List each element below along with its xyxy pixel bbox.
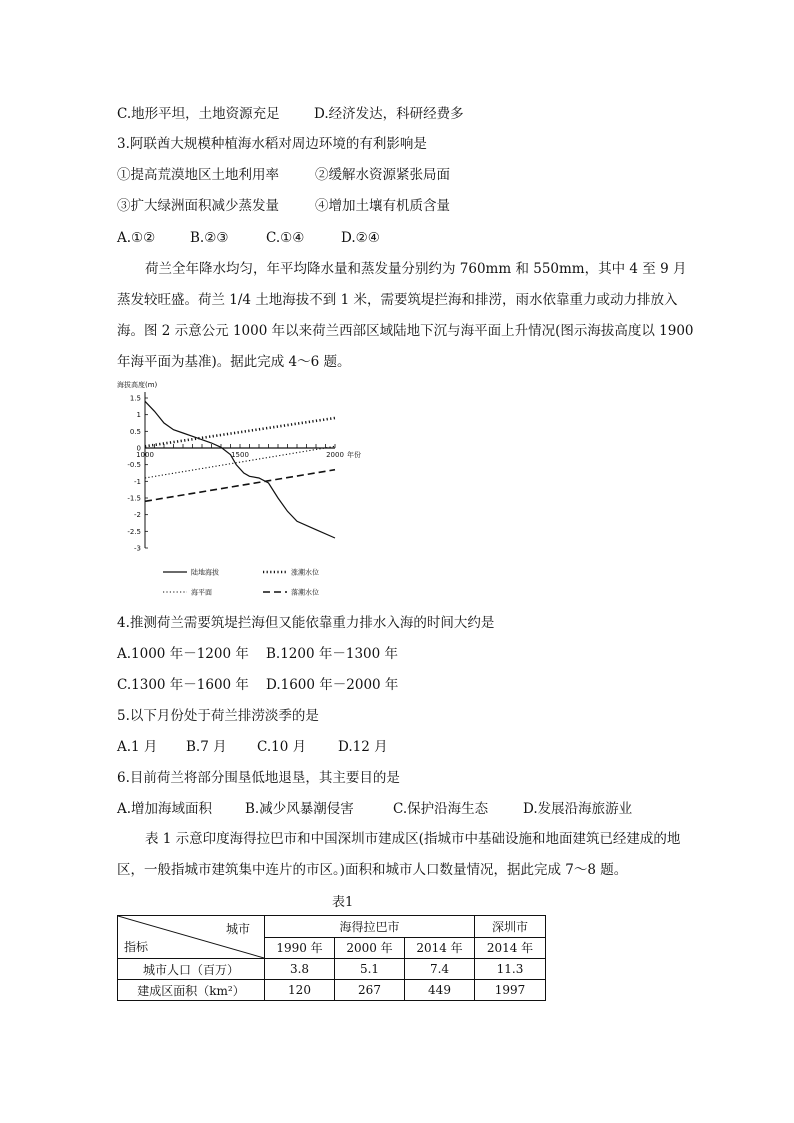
q4-option-a: A.1000 年－1200 年: [117, 646, 249, 662]
row-label: 城市人口（百万）: [118, 959, 265, 980]
q3-stem: 3.阿联酋大规模种植海水稻对周边环境的有利影响是: [117, 136, 427, 152]
q5-option-a: A.1 月: [117, 739, 158, 755]
table-row: [118, 980, 546, 1001]
sea-level-chart: [115, 378, 375, 608]
q3-item-3: ③扩大绿洲面积减少蒸发量: [117, 198, 279, 214]
q5-stem: 5.以下月份处于荷兰排涝淡季的是: [117, 708, 319, 724]
table-corner-cell: [118, 916, 265, 959]
q2-option-c: C.地形平坦，土地资源充足: [117, 106, 280, 122]
table-cell: 11.3: [475, 959, 546, 980]
legend-label: 涨潮水位: [291, 568, 319, 577]
series-line-solid: [145, 401, 335, 538]
intro-7-8: 表 1 示意印度海得拉巴市和中国深圳市建成区(指城市中基础设施和地面建筑已经建成的地区，一般指城市建筑集中连片的市区。)面积和城市人口数量情况，据此完成 7～8 题。: [117, 831, 681, 878]
table-cell: 120: [265, 980, 335, 1001]
q6-option-c: C.保护沿海生态: [393, 801, 489, 817]
q4-stem: 4.推测荷兰需要筑堤拦海但又能依靠重力排水入海的时间大约是: [117, 615, 495, 631]
table-cell: 1997: [475, 980, 546, 1001]
table-cell: 3.8: [265, 959, 335, 980]
legend-label: 海平面: [191, 588, 212, 597]
q4-option-c: C.1300 年－1600 年: [117, 677, 249, 693]
table-cell: 449: [405, 980, 475, 1001]
q3-option-c: C.①④: [266, 230, 305, 246]
x-tick-label: 1500: [231, 451, 249, 459]
q4-option-d: D.1600 年－2000 年: [266, 677, 399, 693]
corner-label-city: 城市: [225, 922, 250, 936]
legend-label: 陆地海拔: [191, 568, 219, 577]
y-tick-label: 1: [136, 411, 141, 420]
q3-item-1: ①提高荒漠地区土地利用率: [117, 167, 279, 183]
corner-label-indicator: 指标: [124, 940, 149, 954]
q5-option-b: B.7 月: [186, 739, 227, 755]
q5-option-d: D.12 月: [338, 739, 388, 755]
y-tick-label: -1: [134, 477, 141, 486]
y-tick-label: 1.5: [129, 394, 141, 403]
q2-option-d: D.经济发达，科研经费多: [314, 106, 464, 122]
x-tick-label: 1000: [136, 451, 154, 459]
table-cell: 267: [335, 980, 405, 1001]
q5-option-c: C.10 月: [257, 739, 307, 755]
q4-option-b: B.1200 年－1300 年: [266, 646, 399, 662]
x-tick-label: 2000: [326, 451, 344, 459]
city-table: [117, 915, 546, 1001]
y-tick-label: -2.5: [127, 527, 141, 536]
q3-option-a: A.①②: [117, 230, 156, 246]
series-line-dotted-bold: [145, 418, 335, 446]
table-caption: 表1: [332, 895, 354, 910]
row-label: 建成区面积（km²）: [118, 980, 265, 1001]
header-city1: 海得拉巴市: [265, 916, 475, 938]
q6-option-d: D.发展沿海旅游业: [523, 801, 633, 817]
y-tick-label: 0: [136, 444, 141, 453]
y-tick-label: -1.5: [127, 494, 141, 503]
header-year: 2014 年: [405, 937, 475, 959]
y-tick-label: -0.5: [127, 461, 141, 470]
y-tick-label: -2: [134, 511, 141, 520]
x-axis-label: 年份: [347, 451, 361, 459]
series-line-dashed: [145, 470, 335, 502]
q6-stem: 6.目前荷兰将部分围垦低地退垦，其主要目的是: [117, 770, 400, 786]
q3-option-b: B.②③: [190, 230, 229, 246]
q3-item-4: ④增加土壤有机质含量: [315, 198, 450, 214]
header-year: 2014 年: [475, 937, 546, 959]
q3-option-d: D.②④: [341, 230, 380, 246]
header-year: 1990 年: [265, 937, 335, 959]
header-city2: 深圳市: [475, 916, 546, 938]
table-cell: 5.1: [335, 959, 405, 980]
y-axis-label: 海拔高度(m): [117, 381, 158, 389]
q6-option-b: B.减少风暴潮侵害: [245, 801, 354, 817]
header-year: 2000 年: [335, 937, 405, 959]
q6-option-a: A.增加海域面积: [117, 801, 213, 817]
y-tick-label: -3: [134, 544, 141, 553]
legend-label: 落潮水位: [291, 588, 319, 597]
table-cell: 7.4: [405, 959, 475, 980]
y-tick-label: 0.5: [129, 427, 141, 436]
intro-4-6: 荷兰全年降水均匀，年平均降水量和蒸发量分别约为 760mm 和 550mm，其中 4 至 9 月蒸发较旺盛。荷兰 1/4 土地海拔不到 1 米，需要筑堤拦海和排涝，雨水依靠重力或动力排放入海。图 2 示意公元 1000 年以来荷兰西部区域陆地下沉与海平面上升情况(图示海拔高度以 1900 年海平面为基准)。据此完成 4～6 题。: [117, 261, 694, 370]
q2-options: [117, 104, 464, 124]
table-row: [118, 959, 546, 980]
q3-item-2: ②缓解水资源紧张局面: [315, 167, 450, 183]
